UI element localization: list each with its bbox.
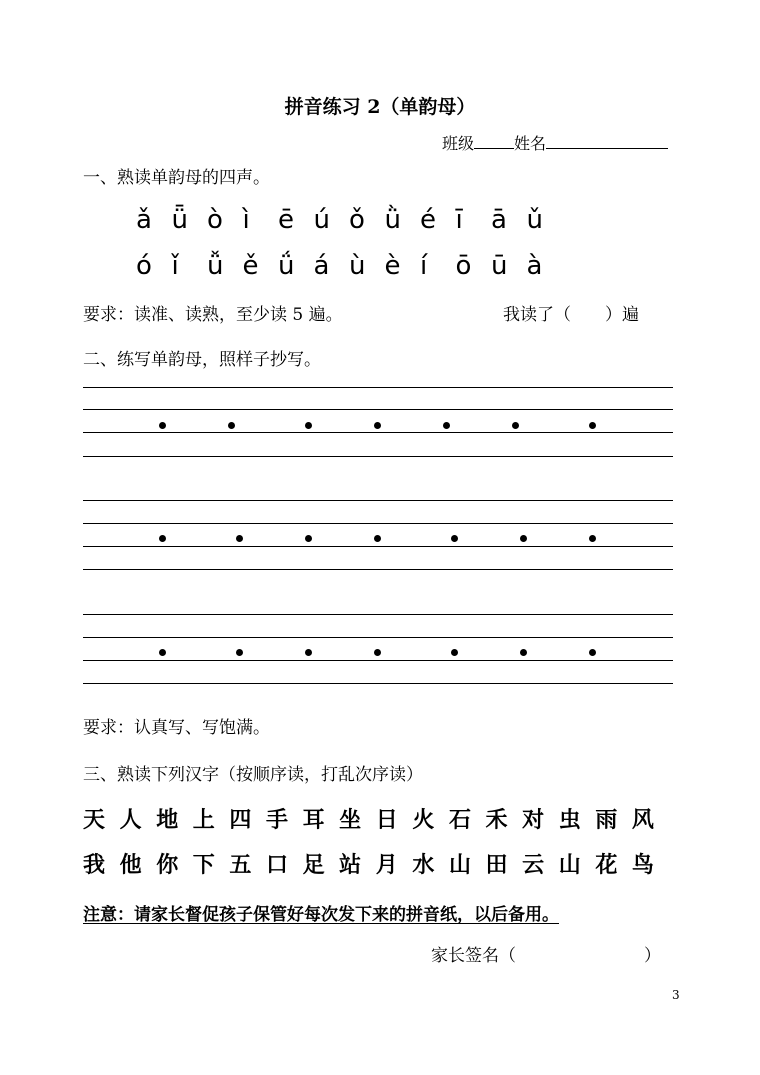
read-count-field[interactable]: 我读了（ ）遍 xyxy=(503,305,639,325)
pinyin-syllable: ā xyxy=(491,205,507,235)
pinyin-syllable: ǎ xyxy=(136,205,152,235)
writing-guide-line xyxy=(83,409,673,410)
page-title: 拼音练习 2（单韵母） xyxy=(284,96,476,118)
pinyin-syllable: è xyxy=(384,251,401,281)
hanzi-character: 云 xyxy=(522,853,545,878)
section2-heading: 二、练写单韵母，照样子抄写。 xyxy=(83,350,321,370)
section3-heading: 三、熟读下列汉字（按顺序读，打乱次序读） xyxy=(83,765,423,785)
pinyin-syllable: ǒ xyxy=(349,205,365,235)
writing-sample-dot xyxy=(159,649,166,656)
writing-guide-line xyxy=(83,660,673,661)
pinyin-syllable: ō xyxy=(455,251,472,281)
hanzi-character: 你 xyxy=(156,853,179,878)
writing-sample-dot xyxy=(159,535,166,542)
hanzi-character: 站 xyxy=(339,853,362,878)
writing-guide-line xyxy=(83,523,673,524)
pinyin-syllable: á xyxy=(313,251,330,281)
pinyin-syllable: ǔ xyxy=(526,205,543,235)
writing-sample-dot xyxy=(305,535,312,542)
writing-sample-dot xyxy=(443,422,450,429)
writing-guide-line xyxy=(83,546,673,547)
pinyin-syllable: ì xyxy=(242,205,250,235)
section1-requirement: 要求：读准、读熟，至少读 5 遍。 xyxy=(83,305,343,325)
hanzi-row-1 xyxy=(83,803,669,834)
hanzi-character: 上 xyxy=(192,808,215,833)
signature-label: 家长签名（ xyxy=(431,946,516,966)
hanzi-character: 田 xyxy=(485,853,508,878)
pinyin-syllable: ē xyxy=(278,205,294,235)
page-number: 3 xyxy=(672,988,680,1002)
hanzi-character: 口 xyxy=(265,853,288,878)
pinyin-syllable: ū xyxy=(491,251,508,281)
hanzi-character: 山 xyxy=(448,853,471,878)
writing-guide-line xyxy=(83,683,673,684)
hanzi-character: 人 xyxy=(119,808,142,833)
hanzi-character: 石 xyxy=(448,808,471,833)
hanzi-character: 雨 xyxy=(595,808,618,833)
pinyin-syllable: ó xyxy=(136,251,152,281)
hanzi-character: 虫 xyxy=(558,808,581,833)
writing-sample-dot xyxy=(451,535,458,542)
hanzi-character: 足 xyxy=(302,853,325,878)
writing-sample-dot xyxy=(236,649,243,656)
writing-sample-dot xyxy=(228,422,235,429)
hanzi-character: 水 xyxy=(412,853,435,878)
hanzi-character: 五 xyxy=(229,853,252,878)
name-blank[interactable] xyxy=(546,134,668,149)
writing-sample-dot xyxy=(589,535,596,542)
writing-guide-line xyxy=(83,387,673,388)
pinyin-syllable: ù xyxy=(349,251,366,281)
pinyin-syllable: ò xyxy=(207,205,223,235)
pinyin-syllable: ǐ xyxy=(171,251,179,281)
hanzi-character: 手 xyxy=(265,808,288,833)
hanzi-character: 地 xyxy=(156,808,179,833)
class-label: 班级 xyxy=(442,134,475,153)
writing-guide-line xyxy=(83,500,673,501)
writing-guide-line xyxy=(83,456,673,457)
pinyin-syllable: ǘ xyxy=(278,251,295,281)
pinyin-syllable: ī xyxy=(455,205,463,235)
pinyin-syllable: ú xyxy=(313,205,330,235)
writing-sample-dot xyxy=(236,535,243,542)
hanzi-character: 我 xyxy=(83,853,106,878)
writing-guide-line xyxy=(83,637,673,638)
writing-sample-dot xyxy=(512,422,519,429)
writing-sample-dot xyxy=(451,649,458,656)
writing-sample-dot xyxy=(305,422,312,429)
class-blank[interactable] xyxy=(474,134,514,149)
hanzi-row-2 xyxy=(83,848,669,879)
hanzi-character: 鸟 xyxy=(631,853,654,878)
section1-heading: 一、熟读单韵母的四声。 xyxy=(83,168,270,188)
writing-guide-line xyxy=(83,432,673,433)
hanzi-character: 他 xyxy=(119,853,142,878)
writing-sample-dot xyxy=(589,422,596,429)
hanzi-character: 花 xyxy=(595,853,618,878)
writing-sample-dot xyxy=(374,422,381,429)
parent-note: 注意：请家长督促孩子保管好每次发下来的拼音纸，以后备用。 xyxy=(83,905,559,925)
pinyin-syllable: í xyxy=(420,251,428,281)
hanzi-character: 四 xyxy=(229,808,252,833)
hanzi-character: 禾 xyxy=(485,808,508,833)
hanzi-character: 耳 xyxy=(302,808,325,833)
hanzi-character: 山 xyxy=(558,853,581,878)
pinyin-syllable: ě xyxy=(242,251,259,281)
class-name-line xyxy=(442,131,668,154)
writing-sample-dot xyxy=(520,649,527,656)
pinyin-syllable: é xyxy=(420,205,436,235)
name-label: 姓名 xyxy=(514,134,547,153)
pinyin-row-2 xyxy=(136,251,562,281)
hanzi-character: 日 xyxy=(375,808,398,833)
hanzi-character: 对 xyxy=(522,808,545,833)
parent-signature xyxy=(431,941,661,966)
writing-sample-dot xyxy=(374,649,381,656)
writing-guide-line xyxy=(83,569,673,570)
writing-sample-dot xyxy=(159,422,166,429)
writing-sample-dot xyxy=(520,535,527,542)
hanzi-character: 火 xyxy=(412,808,435,833)
hanzi-character: 下 xyxy=(192,853,215,878)
pinyin-row-1 xyxy=(136,205,562,235)
section2-requirement: 要求：认真写、写饱满。 xyxy=(83,718,270,738)
pinyin-syllable: ǜ xyxy=(384,205,401,235)
hanzi-character: 坐 xyxy=(339,808,362,833)
pinyin-syllable: ǚ xyxy=(207,251,224,281)
pinyin-syllable: ǖ xyxy=(171,205,188,235)
writing-guide-line xyxy=(83,614,673,615)
writing-sample-dot xyxy=(589,649,596,656)
hanzi-character: 天 xyxy=(83,808,106,833)
writing-sample-dot xyxy=(374,535,381,542)
hanzi-character: 风 xyxy=(631,808,654,833)
signature-close: ） xyxy=(644,946,661,966)
writing-sample-dot xyxy=(305,649,312,656)
pinyin-syllable: à xyxy=(526,251,543,281)
hanzi-character: 月 xyxy=(375,853,398,878)
